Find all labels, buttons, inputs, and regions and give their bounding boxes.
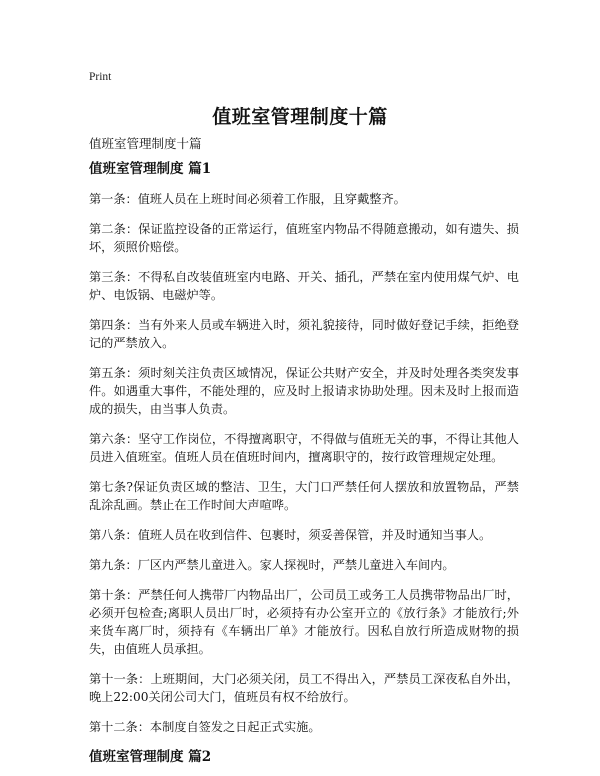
paragraph: 第八条：值班人员在收到信件、包裹时，须妥善保管，并及时通知当事人。 (89, 528, 492, 542)
paragraph: 第十条：严禁任何人携带厂内物品出厂，公司员工或务工人员携带物品出厂时，必须开包检查;离职人员出厂时，必须持有办公室开立的《放行条》才能放行;外来货车离厂时，须持有《车辆出厂单》才能放行。因私自放行所造成财物的损失，由值班人员承担。 (89, 588, 519, 656)
paragraph: 第五条：须时刻关注负责区域情况，保证公共财产安全，并及时处理各类突发事件。如遇重大事件，不能处理的，应及时上报请求协助处理。因未及时上报而造成的损失，由当事人负责。 (89, 366, 519, 416)
paragraph: 第二条：保证监控设备的正常运行，值班室内物品不得随意搬动，如有遗失、损坏，须照价赔偿。 (89, 222, 519, 254)
paragraph: 第十一条：上班期间，大门必须关闭，员工不得出入，严禁员工深夜私自外出，晚上22:00关闭公司大门，值班员有权不给放行。 (89, 672, 519, 704)
paragraph: 第六条：坚守工作岗位，不得擅离职守，不得做与值班无关的事，不得让其他人员进入值班室。值班人员在值班时间内，擅离职守的，按行政管理规定处理。 (89, 432, 519, 464)
section-heading: 值班室管理制度 篇1 (89, 161, 212, 177)
paragraph: 第九条：厂区内严禁儿童进入。家人探视时，严禁儿童进入车间内。 (89, 558, 455, 572)
document-body (89, 160, 519, 766)
print-label[interactable]: Print (89, 71, 112, 83)
paragraph: 第十二条：本制度自签发之日起正式实施。 (89, 720, 321, 734)
section-heading: 值班室管理制度 篇2 (89, 749, 212, 765)
paragraph: 第四条：当有外来人员或车辆进入时，须礼貌接待，同时做好登记手续，拒绝登记的严禁放入。 (89, 318, 519, 350)
document-title: 值班室管理制度十篇 (212, 106, 388, 128)
paragraph: 第一条：值班人员在上班时间必须着工作服，且穿戴整齐。 (89, 192, 406, 206)
paragraph: 第三条：不得私自改装值班室内电路、开关、插孔，严禁在室内使用煤气炉、电炉、电饭锅、电磁炉等。 (89, 270, 519, 302)
paragraph: 第七条?保证负责区域的整洁、卫生，大门口严禁任何人摆放和放置物品，严禁乱涂乱画。禁止在工作时间大声喧哗。 (89, 480, 519, 512)
document-subtitle: 值班室管理制度十篇 (89, 136, 202, 151)
